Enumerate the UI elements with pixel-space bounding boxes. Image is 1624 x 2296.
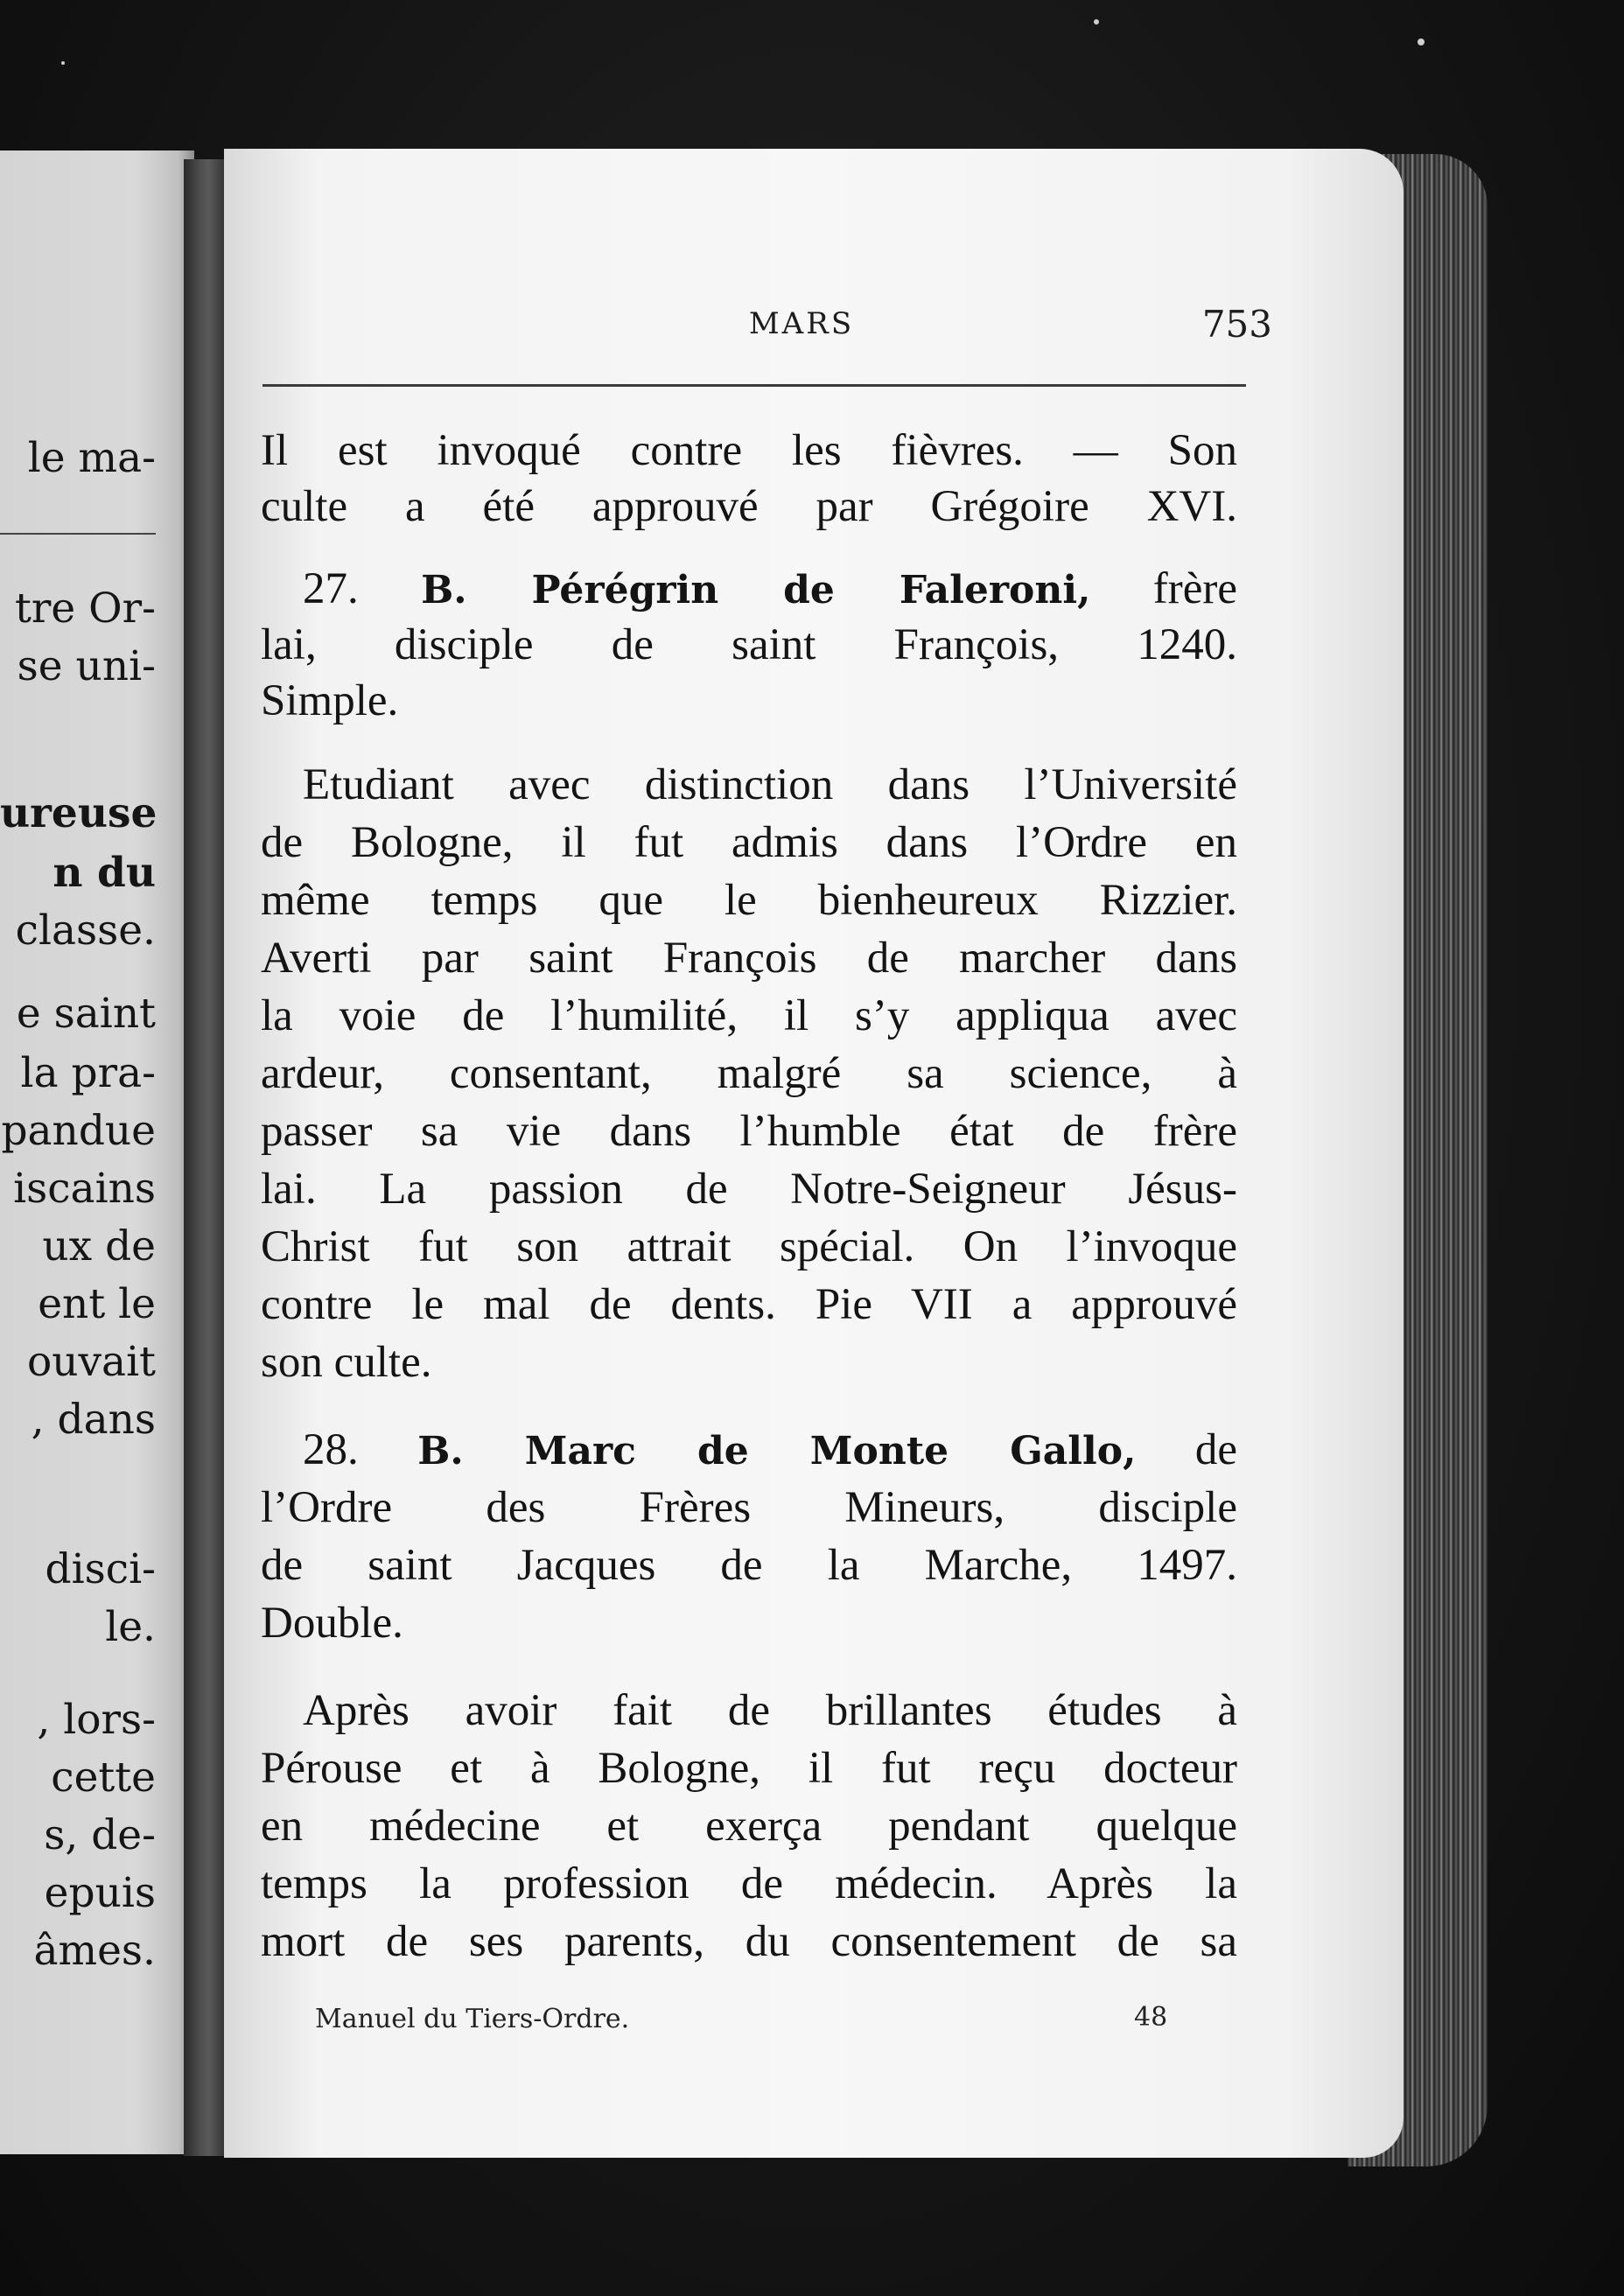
left-page-line: , lors-: [37, 1696, 156, 1744]
right-page: [224, 149, 1404, 2158]
text-line: ardeur, consentant, malgré sa science, à: [261, 1049, 1237, 1098]
text-line: de Bologne, il fut admis dans l’Ordre en: [261, 818, 1237, 867]
entry-number: 27.: [303, 564, 359, 613]
entry-name: B. Pérégrin de Faleroni,: [421, 568, 1091, 612]
footer-signature-title: Manuel du Tiers-Ordre.: [315, 2004, 630, 2034]
page-number: 753: [1201, 303, 1272, 346]
entry-rest: de: [1194, 1425, 1238, 1474]
left-page-line: se uni-: [17, 642, 156, 690]
text-line: en médecine et exerça pendant quelque: [261, 1802, 1237, 1851]
left-page-line: la pra-: [20, 1049, 156, 1097]
left-page-line: ent le: [38, 1280, 156, 1328]
left-page-line: disci-: [45, 1545, 156, 1593]
left-page-line: pandue: [1, 1107, 156, 1155]
left-page-line: tre Or-: [15, 584, 156, 633]
left-page-line: epuis: [44, 1869, 156, 1917]
book-gutter: [184, 159, 229, 2156]
left-page-line: classe.: [15, 906, 156, 955]
left-page-line: âmes.: [33, 1927, 156, 1975]
left-page-line: le ma-: [27, 434, 156, 482]
left-page-line: e saint: [16, 990, 156, 1038]
left-header-rule: [0, 533, 156, 535]
text-line: contre le mal de dents. Pie VII a approuvé: [261, 1280, 1237, 1329]
text-line: Il est invoqué contre les fièvres. — Son: [261, 426, 1237, 475]
entry-rest: frère: [1152, 564, 1237, 613]
entry-27-heading: [261, 564, 1237, 613]
dust-speck: [1094, 19, 1099, 24]
text-line: Simple.: [261, 676, 399, 725]
left-page-line: ux de: [42, 1222, 156, 1270]
entry-name: B. Marc de Monte Gallo,: [417, 1429, 1137, 1474]
text-line: temps la profession de médecin. Après la: [261, 1859, 1237, 1908]
running-title: MARS: [748, 306, 855, 341]
left-page-line: cette: [51, 1754, 156, 1802]
text-line: la voie de l’humilité, il s’y appliqua avec: [261, 991, 1237, 1040]
header-rule: [262, 384, 1246, 387]
text-line: Etudiant avec distinction dans l’Université: [303, 760, 1237, 809]
left-page-line: ureuse: [0, 789, 158, 837]
text-line: lai. La passion de Notre-Seigneur Jésus-: [261, 1165, 1237, 1214]
left-page: [0, 150, 194, 2154]
text-line: Christ fut son attrait spécial. On l’invoque: [261, 1222, 1237, 1271]
left-page-line: ouvait: [26, 1338, 156, 1386]
text-line: Averti par saint François de marcher dans: [261, 934, 1237, 983]
left-page-line: le.: [105, 1603, 156, 1651]
text-line: Double.: [261, 1599, 403, 1648]
left-page-line: n du: [52, 849, 156, 897]
text-line: son culte.: [261, 1338, 432, 1387]
text-line: Après avoir fait de brillantes études à: [303, 1686, 1237, 1735]
text-line: l’Ordre des Frères Mineurs, disciple: [261, 1483, 1237, 1532]
left-page-line: iscains: [13, 1165, 156, 1213]
footer-signature-number: 48: [1134, 2002, 1168, 2033]
text-line: passer sa vie dans l’humble état de frère: [261, 1107, 1237, 1156]
dust-speck: [1418, 38, 1424, 46]
text-line: même temps que le bienheureux Rizzier.: [261, 876, 1237, 925]
left-page-line: , dans: [31, 1396, 156, 1444]
text-line: Pérouse et à Bologne, il fut reçu docteur: [261, 1744, 1237, 1793]
text-line: de saint Jacques de la Marche, 1497.: [261, 1541, 1237, 1590]
text-line: lai, disciple de saint François, 1240.: [261, 620, 1237, 669]
text-line: culte a été approuvé par Grégoire XVI.: [261, 482, 1237, 531]
text-line: mort de ses parents, du consentement de sa: [261, 1917, 1237, 1966]
entry-number: 28.: [303, 1425, 359, 1474]
entry-28-heading: [261, 1425, 1238, 1474]
dust-speck: [61, 61, 65, 65]
left-page-line: s, de-: [44, 1811, 156, 1859]
